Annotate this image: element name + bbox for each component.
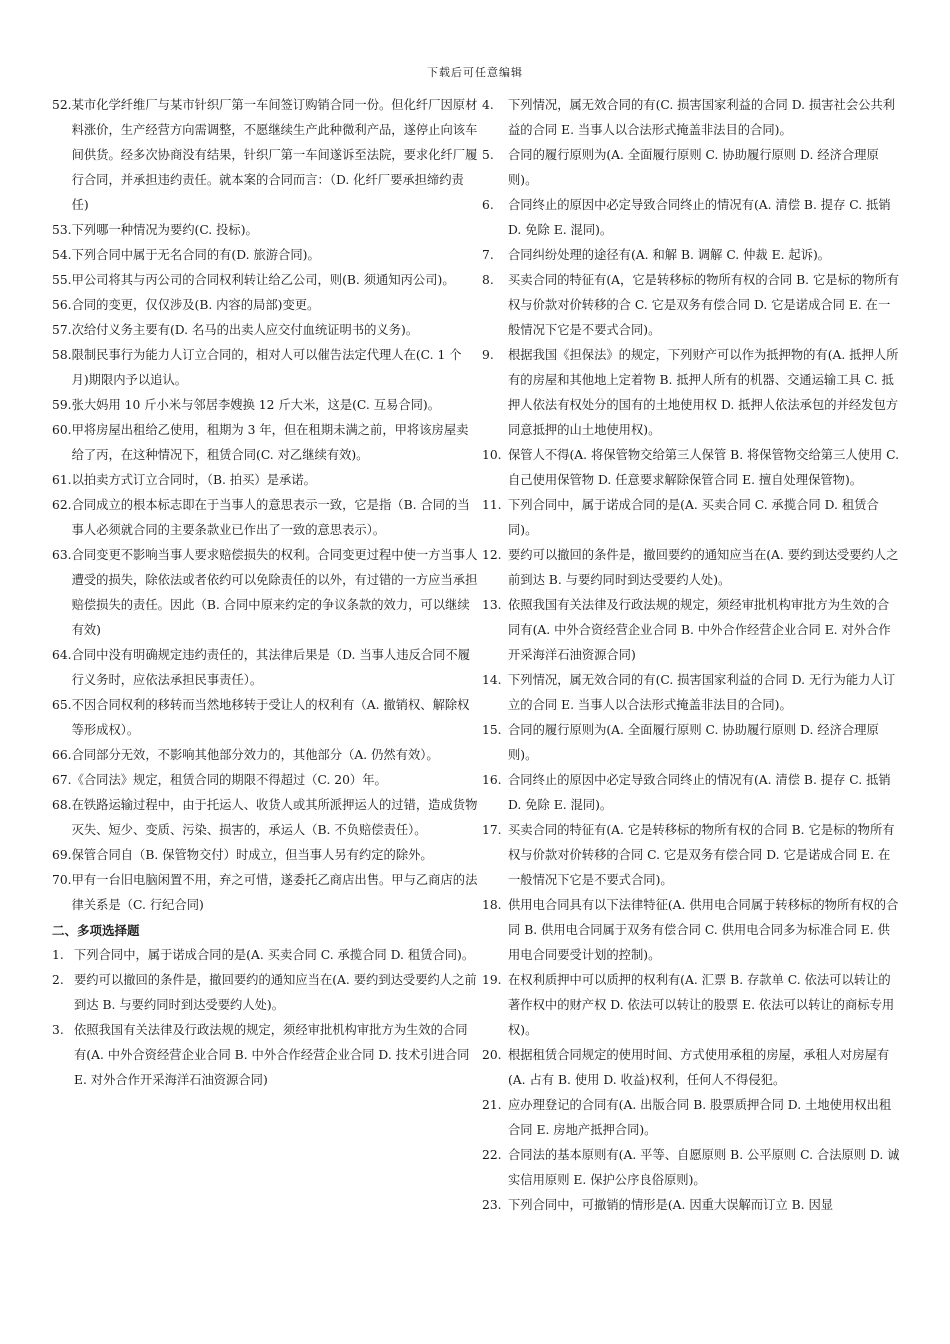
question-text: 甲有一台旧电脑闲置不用，弃之可惜，遂委托乙商店出售。甲与乙商店的法律关系是（C. 行纪合同)	[71, 873, 478, 912]
question-text: 合同的变更，仅仅涉及(B. 内容的局部)变更。	[71, 298, 320, 312]
question-number: 67.	[52, 773, 72, 787]
question-item	[482, 593, 900, 668]
question-number: 61.	[52, 473, 72, 487]
question-number: 18.	[482, 898, 502, 912]
question-item	[482, 1093, 900, 1143]
question-item	[482, 443, 900, 493]
question-item	[482, 968, 900, 1043]
question-number: 2.	[52, 973, 64, 987]
question-text: 不因合同权利的移转而当然地移转于受让人的权利有（A. 撤销权、解除权等形成权）。	[71, 698, 470, 737]
question-text: 下列合同中，可撤销的情形是(A. 因重大误解而订立 B. 因显	[508, 1198, 834, 1212]
question-number: 3.	[52, 1023, 64, 1037]
question-number: 21.	[482, 1098, 502, 1112]
question-text: 保管合同自（B. 保管物交付）时成立，但当事人另有约定的除外。	[71, 848, 433, 862]
question-item	[52, 968, 478, 1018]
question-number: 23.	[482, 1198, 502, 1212]
question-item	[52, 293, 478, 318]
question-text: 根据我国《担保法》的规定，下列财产可以作为抵押物的有(A. 抵押人所有的房屋和其他地上定着物 B. 抵押人所有的机器、交通运输工具 C. 抵押人依法有权处分的国有的土地使用权 D. 抵押人依法承包的并经发包方同意抵押的山土地使用权)。	[508, 348, 899, 437]
right-column	[482, 93, 900, 1218]
question-item	[482, 193, 900, 243]
question-number: 11.	[482, 498, 502, 512]
question-text: 保管人不得(A. 将保管物交给第三人保管 B. 将保管物交给第三人使用 C. 自己使用保管物 D. 任意要求解除保管合同 E. 擅自处理保管物)。	[508, 448, 900, 487]
question-item	[52, 1018, 478, 1093]
question-item	[52, 843, 478, 868]
question-number: 16.	[482, 773, 502, 787]
question-text: 合同终止的原因中必定导致合同终止的情况有(A. 清偿 B. 提存 C. 抵销 D. 免除 E. 混同)。	[508, 198, 891, 237]
question-text: 在权利质押中可以质押的权利有(A. 汇票 B. 存款单 C. 依法可以转让的著作权中的财产权 D. 依法可以转让的股票 E. 依法可以转让的商标专用权)。	[508, 973, 895, 1037]
question-item	[482, 768, 900, 818]
question-text: 要约可以撤回的条件是，撤回要约的通知应当在(A. 要约到达受要约人之前到达 B. 与要约同时到达受要约人处)。	[508, 548, 899, 587]
question-number: 17.	[482, 823, 502, 837]
question-number: 69.	[52, 848, 72, 862]
question-text: 合同变更不影响当事人要求赔偿损失的权利。合同变更过程中使一方当事人遭受的损失，除依法或者依约可以免除责任的以外，有过错的一方应当承担赔偿损失的责任。因此（B. 合同中原来约定的争议条款的效力，可以继续有效)	[71, 548, 478, 637]
question-number: 57.	[52, 323, 72, 337]
question-number: 5.	[482, 148, 494, 162]
question-item	[482, 493, 900, 543]
question-text: 合同纠纷处理的途径有(A. 和解 B. 调解 C. 仲裁 E. 起诉)。	[508, 248, 831, 262]
question-number: 20.	[482, 1048, 502, 1062]
question-text: 根据租赁合同规定的使用时间、方式使用承租的房屋，承租人对房屋有(A. 占有 B. 使用 D. 收益)权利，任何人不得侵犯。	[508, 1048, 890, 1087]
question-number: 53.	[52, 223, 72, 237]
question-item	[52, 468, 478, 493]
question-number: 58.	[52, 348, 72, 362]
question-item	[482, 818, 900, 893]
question-number: 12.	[482, 548, 502, 562]
question-text: 下列合同中属于无名合同的有(D. 旅游合同)。	[71, 248, 320, 262]
question-text: 以拍卖方式订立合同时，（B. 拍买）是承诺。	[71, 473, 316, 487]
question-number: 66.	[52, 748, 72, 762]
question-text: 某市化学纤维厂与某市针织厂第一车间签订购销合同一份。但化纤厂因原材料涨价，生产经营方向需调整，不愿继续生产此种微利产品，遂停止向该车间供货。经多次协商没有结果，针织厂第一车间遂诉至法院，要求化纤厂履行合同，并承担违约责任。就本案的合同而言：（D. 化纤厂要承担缔约责任)	[71, 98, 478, 212]
question-number: 10.	[482, 448, 502, 462]
question-number: 9.	[482, 348, 494, 362]
question-item	[52, 693, 478, 743]
question-number: 63.	[52, 548, 72, 562]
question-item	[482, 268, 900, 343]
question-text: 合同法的基本原则有(A. 平等、自愿原则 B. 公平原则 C. 合法原则 D. 诚实信用原则 E. 保护公序良俗原则)。	[508, 1148, 900, 1187]
question-number: 62.	[52, 498, 72, 512]
question-item	[52, 93, 478, 218]
question-number: 68.	[52, 798, 72, 812]
question-item	[52, 943, 478, 968]
question-text: 次给付义务主要有(D. 名马的出卖人应交付血统证明书的义务)。	[71, 323, 419, 337]
question-item	[52, 393, 478, 418]
question-item	[52, 243, 478, 268]
question-text: 应办理登记的合同有(A. 出版合同 B. 股票质押合同 D. 土地使用权出租合同 E. 房地产抵押合同)。	[508, 1098, 892, 1137]
question-item	[482, 1193, 900, 1218]
question-text: 合同的履行原则为(A. 全面履行原则 C. 协助履行原则 D. 经济合理原则)。	[508, 723, 879, 762]
question-text: 合同中没有明确规定违约责任的，其法律后果是（D. 当事人违反合同不履行义务时，应依法承担民事责任）。	[71, 648, 471, 687]
question-number: 13.	[482, 598, 502, 612]
question-number: 60.	[52, 423, 72, 437]
question-text: 张大妈用 10 斤小米与邻居李嫂换 12 斤大米，这是(C. 互易合同)。	[71, 398, 441, 412]
question-text: 要约可以撤回的条件是，撤回要约的通知应当在(A. 要约到达受要约人之前到达 B. 与要约同时到达受要约人处)。	[74, 973, 477, 1012]
question-text: 限制民事行为能力人订立合同的，相对人可以催告法定代理人在(C. 1 个月)期限内予以追认。	[71, 348, 462, 387]
question-item	[52, 543, 478, 643]
question-number: 64.	[52, 648, 72, 662]
question-item	[482, 893, 900, 968]
question-number: 14.	[482, 673, 502, 687]
question-item	[482, 668, 900, 718]
question-text: 下列合同中，属于诺成合同的是(A. 买卖合同 C. 承揽合同 D. 租赁合同)。	[508, 498, 879, 537]
question-text: 甲公司将其与丙公司的合同权利转让给乙公司，则(B. 须通知丙公司)。	[71, 273, 455, 287]
question-item	[482, 1143, 900, 1193]
question-number: 7.	[482, 248, 494, 262]
question-item	[52, 218, 478, 243]
question-text: 依照我国有关法律及行政法规的规定，须经审批机构审批方为生效的合同有(A. 中外合资经营企业合同 B. 中外合作经营企业合同 E. 对外合作开采海洋石油资源合同)	[508, 598, 891, 662]
question-text: 依照我国有关法律及行政法规的规定，须经审批机构审批方为生效的合同有(A. 中外合资经营企业合同 B. 中外合作经营企业合同 D. 技术引进合同 E. 对外合作开采海洋石油资源合同)	[74, 1023, 470, 1087]
question-item	[52, 643, 478, 693]
question-item	[482, 543, 900, 593]
question-text: 合同成立的根本标志即在于当事人的意思表示一致，它是指（B. 合同的当事人必须就合同的主要条款业已作出了一致的意思表示）。	[71, 498, 470, 537]
question-number: 65.	[52, 698, 72, 712]
question-text: 《合同法》规定，租赁合同的期限不得超过（C. 20）年。	[71, 773, 387, 787]
question-item	[52, 318, 478, 343]
question-text: 下列情况，属无效合同的有(C. 损害国家利益的合同 D. 无行为能力人订立的合同 E. 当事人以合法形式掩盖非法目的合同)。	[508, 673, 896, 712]
question-item	[52, 418, 478, 468]
question-item	[482, 1043, 900, 1093]
question-item	[52, 493, 478, 543]
question-number: 15.	[482, 723, 502, 737]
question-text: 下列哪一种情况为要约(C. 投标)。	[71, 223, 258, 237]
question-number: 6.	[482, 198, 494, 212]
question-number: 54.	[52, 248, 72, 262]
question-number: 19.	[482, 973, 502, 987]
question-number: 1.	[52, 948, 64, 962]
question-item	[482, 343, 900, 443]
question-text: 合同终止的原因中必定导致合同终止的情况有(A. 清偿 B. 提存 C. 抵销 D. 免除 E. 混同)。	[508, 773, 891, 812]
question-text: 甲将房屋出租给乙使用，租期为 3 年，但在租期未满之前，甲将该房屋卖给了丙，在这种情况下，租赁合同(C. 对乙继续有效)。	[71, 423, 469, 462]
question-text: 下列合同中，属于诺成合同的是(A. 买卖合同 C. 承揽合同 D. 租赁合同)。	[74, 948, 475, 962]
question-text: 合同的履行原则为(A. 全面履行原则 C. 协助履行原则 D. 经济合理原则)。	[508, 148, 879, 187]
question-number: 4.	[482, 98, 494, 112]
question-item	[52, 268, 478, 293]
question-item	[52, 743, 478, 768]
question-item	[482, 243, 900, 268]
question-text: 合同部分无效，不影响其他部分效力的，其他部分（A. 仍然有效）。	[71, 748, 439, 762]
question-text: 供用电合同具有以下法律特征(A. 供用电合同属于转移标的物所有权的合同 B. 供用电合同属于双务有偿合同 C. 供用电合同多为标准合同 E. 供用电合同要受计划的控制)。	[508, 898, 899, 962]
question-number: 55.	[52, 273, 72, 287]
question-item	[482, 143, 900, 193]
section-heading: 二、多项选择题	[52, 923, 140, 938]
question-number: 59.	[52, 398, 72, 412]
left-column	[52, 93, 478, 1093]
question-item	[482, 718, 900, 768]
question-number: 56.	[52, 298, 72, 312]
question-item	[52, 343, 478, 393]
question-number: 22.	[482, 1148, 502, 1162]
question-text: 下列情况，属无效合同的有(C. 损害国家利益的合同 D. 损害社会公共利益的合同 E. 当事人以合法形式掩盖非法目的合同)。	[508, 98, 896, 137]
question-number: 70.	[52, 873, 72, 887]
question-number: 52.	[52, 98, 72, 112]
question-text: 买卖合同的特征有(A. 它是转移标的物所有权的合同 B. 它是标的物所有权与价款对价转移的合同 C. 它是双务有偿合同 D. 它是诺成合同 E. 在一般情况下它是不要式合同)。	[508, 823, 895, 887]
question-item	[52, 868, 478, 918]
question-item	[482, 93, 900, 143]
question-text: 在铁路运输过程中，由于托运人、收货人或其所派押运人的过错，造成货物灭失、短少、变质、污染、损害的，承运人（B. 不负赔偿责任）。	[71, 798, 478, 837]
question-item	[52, 793, 478, 843]
question-number: 8.	[482, 273, 494, 287]
page-header: 下载后可任意编辑	[427, 66, 523, 79]
question-item	[52, 768, 478, 793]
question-text: 买卖合同的特征有(A，它是转移标的物所有权的合同 B. 它是标的物所有权与价款对价转移的合 C. 它是双务有偿合同 D. 它是诺成合同 E. 在一般情况下它是不要式合同)。	[508, 273, 900, 337]
